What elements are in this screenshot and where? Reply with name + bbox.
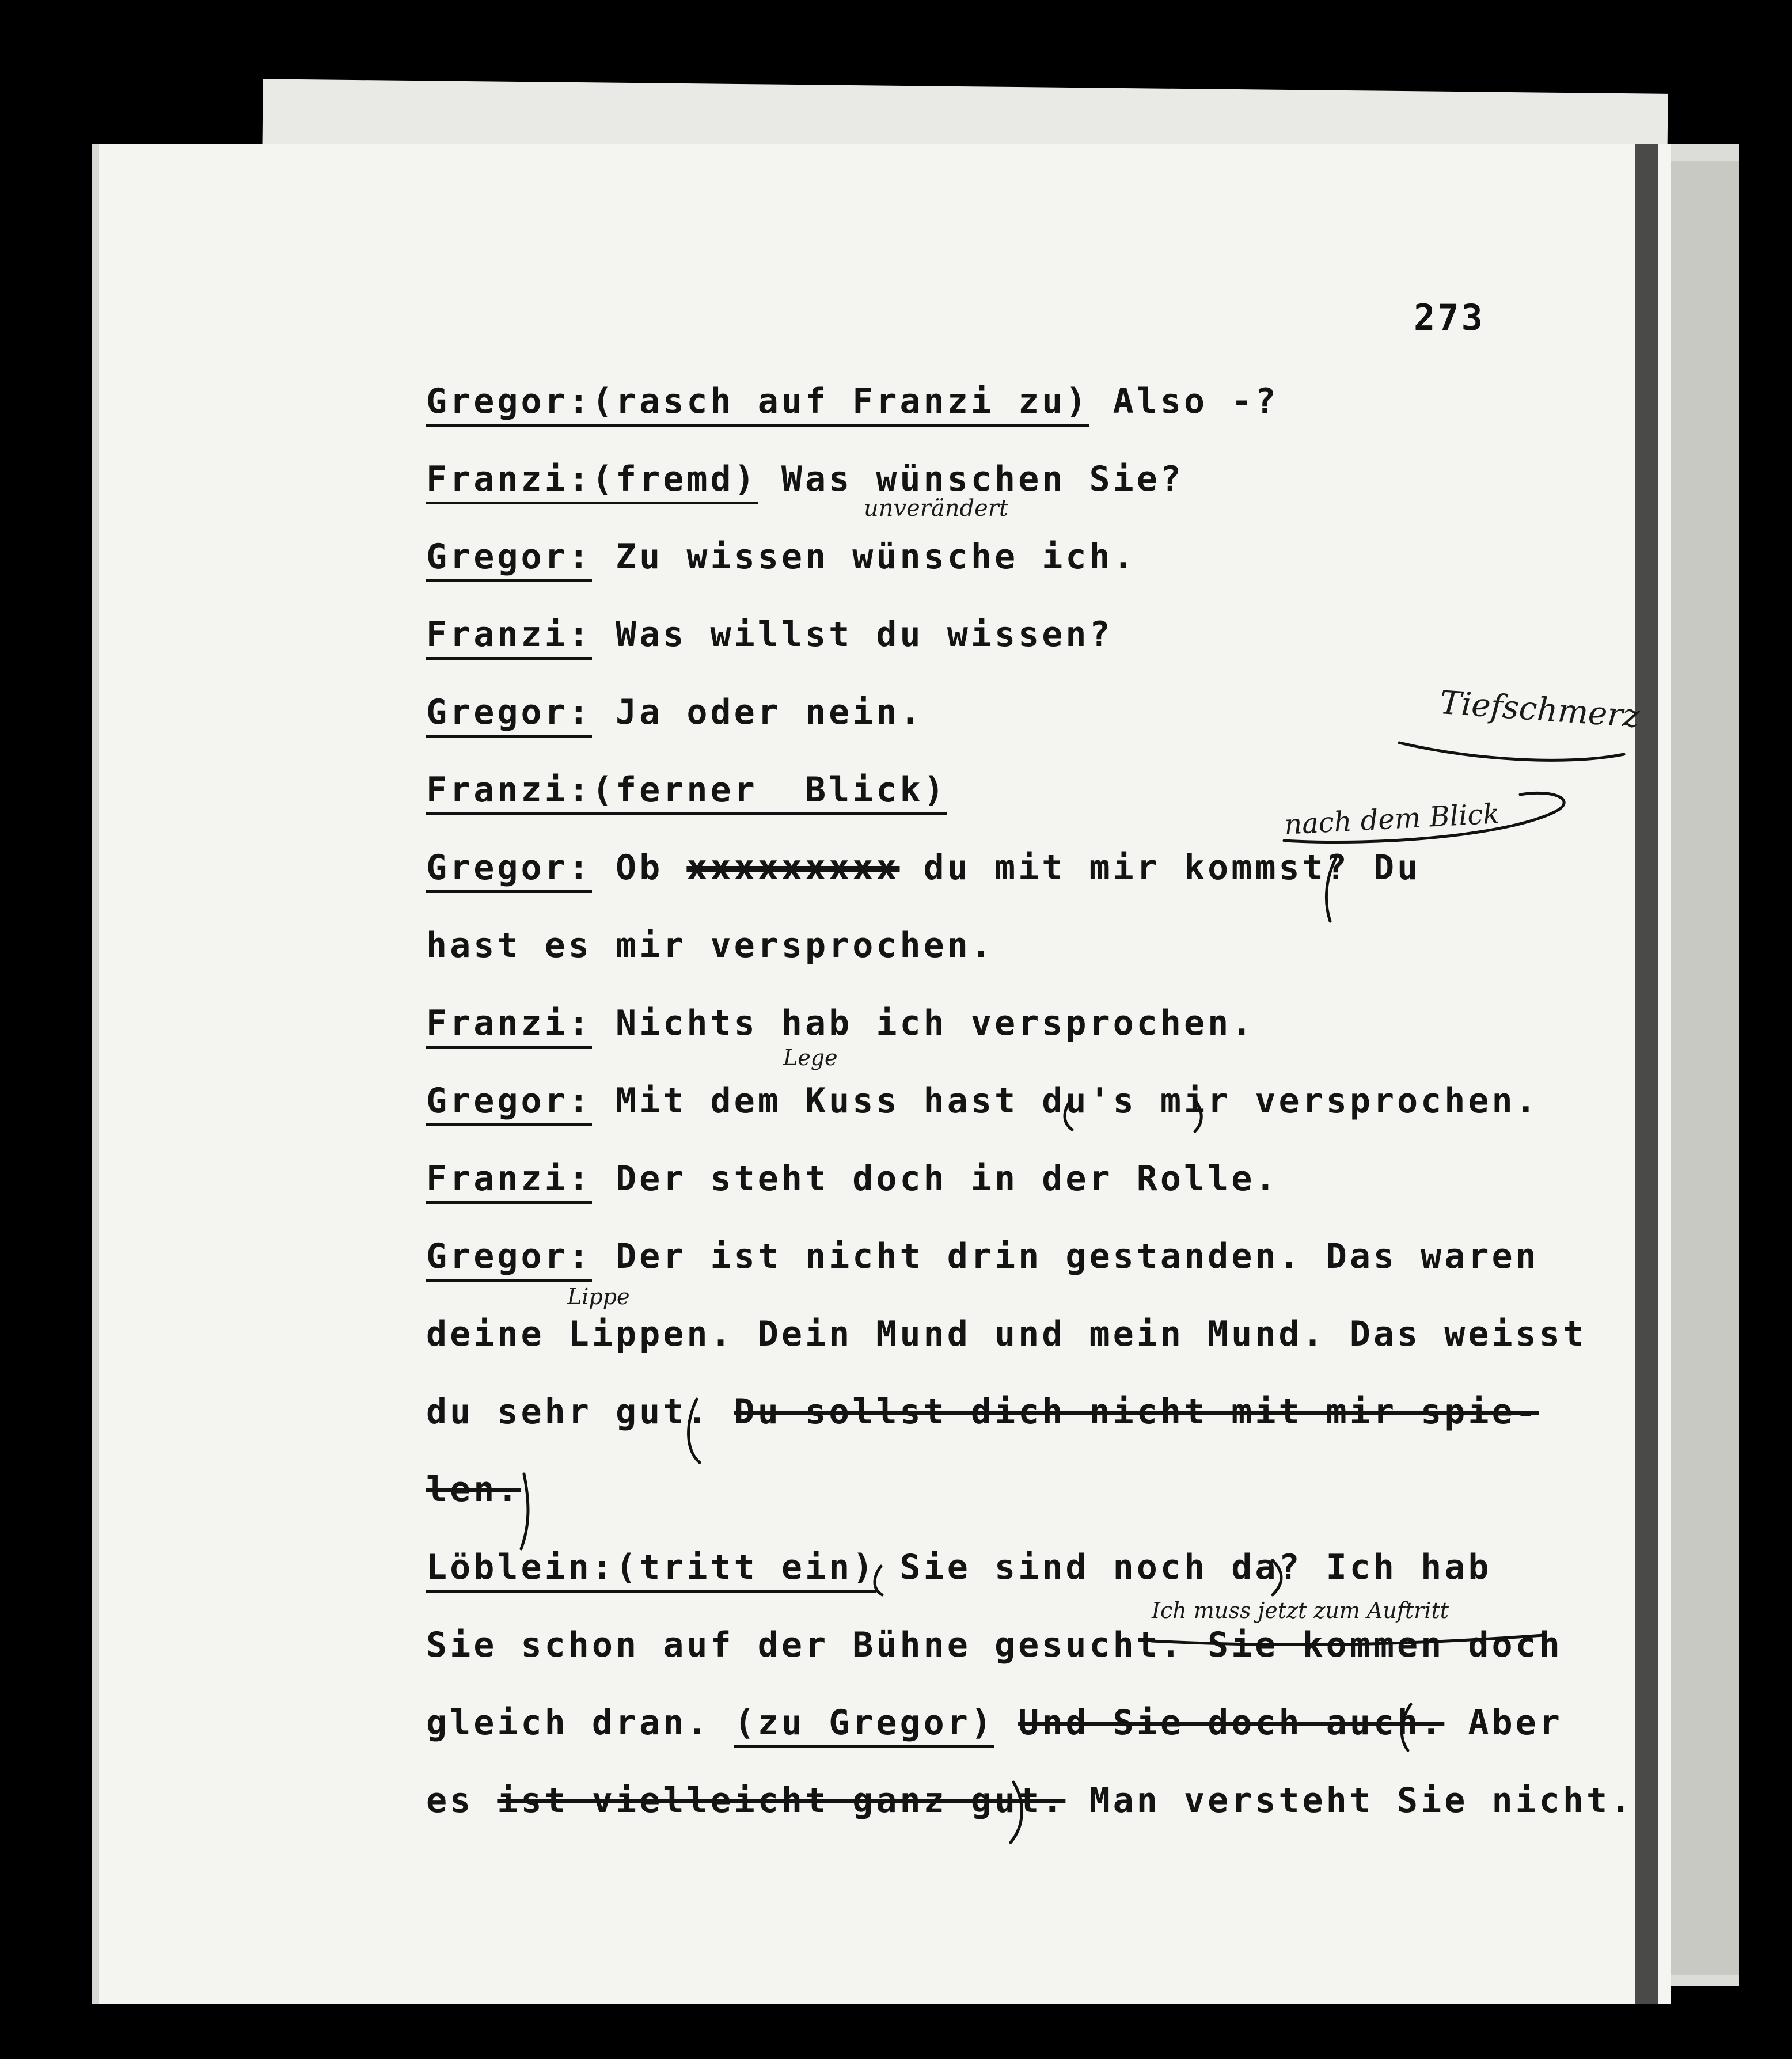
stage-direction: (zu Gregor): [734, 1703, 994, 1748]
dialogue-text: hast es mir versprochen.: [426, 925, 994, 966]
dialogue-text: Mit dem Kuss hast du's mir versprochen.: [591, 1081, 1539, 1121]
dialogue-text: gleich dran.: [426, 1703, 734, 1743]
speaker-label: Franzi:: [426, 614, 592, 660]
pen-stroke: [521, 1474, 528, 1549]
struck-text: Und Sie doch auch.: [1018, 1703, 1445, 1743]
speaker-label: Löblein:: [426, 1547, 616, 1593]
dialogue-text: Also -?: [1089, 381, 1279, 421]
stage-direction: (fremd): [592, 459, 758, 504]
speaker-label: Franzi:: [426, 1158, 592, 1204]
dialogue-text: du sehr gut.: [426, 1392, 734, 1432]
speaker-label: Gregor:: [426, 692, 592, 738]
pen-stroke: [1399, 743, 1624, 760]
dialogue-text: deine Lippen. Dein Mund und mein Mund. Das weisst: [426, 1314, 1587, 1354]
struck-text: xxxxxxxxx: [686, 848, 900, 888]
handwritten-note: unverändert: [864, 495, 1008, 522]
dialogue-text: Aber: [1444, 1703, 1563, 1743]
dialogue-text: Der ist nicht drin gestanden. Das waren: [591, 1236, 1539, 1277]
dialogue-text: es: [426, 1780, 498, 1821]
speaker-label: Franzi:: [426, 1003, 592, 1049]
pen-stroke: [1402, 1704, 1411, 1750]
page-number: 273: [1414, 297, 1485, 339]
speaker-label: Gregor:: [426, 537, 592, 582]
handwritten-note: Ich muss jetzt zum Auftritt: [1152, 1598, 1449, 1623]
pen-stroke: [1011, 1782, 1022, 1843]
dialogue-text: Ja oder nein.: [591, 692, 924, 732]
stage-direction: (ferner Blick): [592, 770, 947, 815]
dialogue-text: Sie sind noch da? Ich hab: [876, 1547, 1492, 1587]
handwritten-note: Lippe: [567, 1284, 630, 1309]
dialogue-text: Sie schon auf der Bühne gesucht. Sie kommen doch: [426, 1625, 1563, 1665]
speaker-label: Gregor:: [426, 1081, 592, 1126]
dialogue-text: Nichts hab ich versprochen.: [591, 1003, 1255, 1043]
dialogue-text: Der steht doch in der Rolle.: [591, 1158, 1279, 1199]
dialogue-text: Ob: [591, 848, 687, 888]
struck-text: Du sollst dich nicht mit mir spie-: [734, 1392, 1539, 1432]
dialogue-text: Zu wissen wünsche ich.: [591, 537, 1137, 577]
struck-text: ist vielleicht ganz gut.: [497, 1780, 1066, 1821]
pen-stroke: [875, 1566, 882, 1595]
speaker-label: Franzi:: [426, 770, 592, 815]
speaker-label: Gregor:: [426, 381, 592, 427]
handwritten-note: Tiefschmerz: [1438, 683, 1641, 736]
speaker-label: Gregor:: [426, 848, 592, 893]
pen-stroke: [1065, 1100, 1072, 1130]
stage-direction: (rasch auf Franzi zu): [592, 381, 1089, 427]
pen-stroke: [1326, 858, 1336, 921]
dialogue-text: Man versteht Sie nicht.: [1065, 1780, 1634, 1821]
pen-stroke: [1273, 1560, 1281, 1595]
dialogue-text: du mit mir kommst? Du: [899, 848, 1421, 888]
dialogue-text: Was wünschen Sie?: [757, 459, 1184, 499]
speaker-label: Gregor:: [426, 1236, 592, 1282]
pen-stroke: [689, 1399, 700, 1462]
handwritten-note: Lege: [783, 1045, 838, 1070]
pen-stroke: [1284, 793, 1564, 842]
speaker-label: Franzi:: [426, 459, 592, 504]
pen-stroke: [1152, 1635, 1543, 1645]
handwritten-note: nach dem Blick: [1283, 797, 1501, 841]
struck-text: len.: [426, 1469, 521, 1510]
stage-direction: (tritt ein): [616, 1547, 876, 1593]
dialogue-text: Was willst du wissen?: [591, 614, 1113, 655]
pen-stroke: [1195, 1100, 1201, 1131]
